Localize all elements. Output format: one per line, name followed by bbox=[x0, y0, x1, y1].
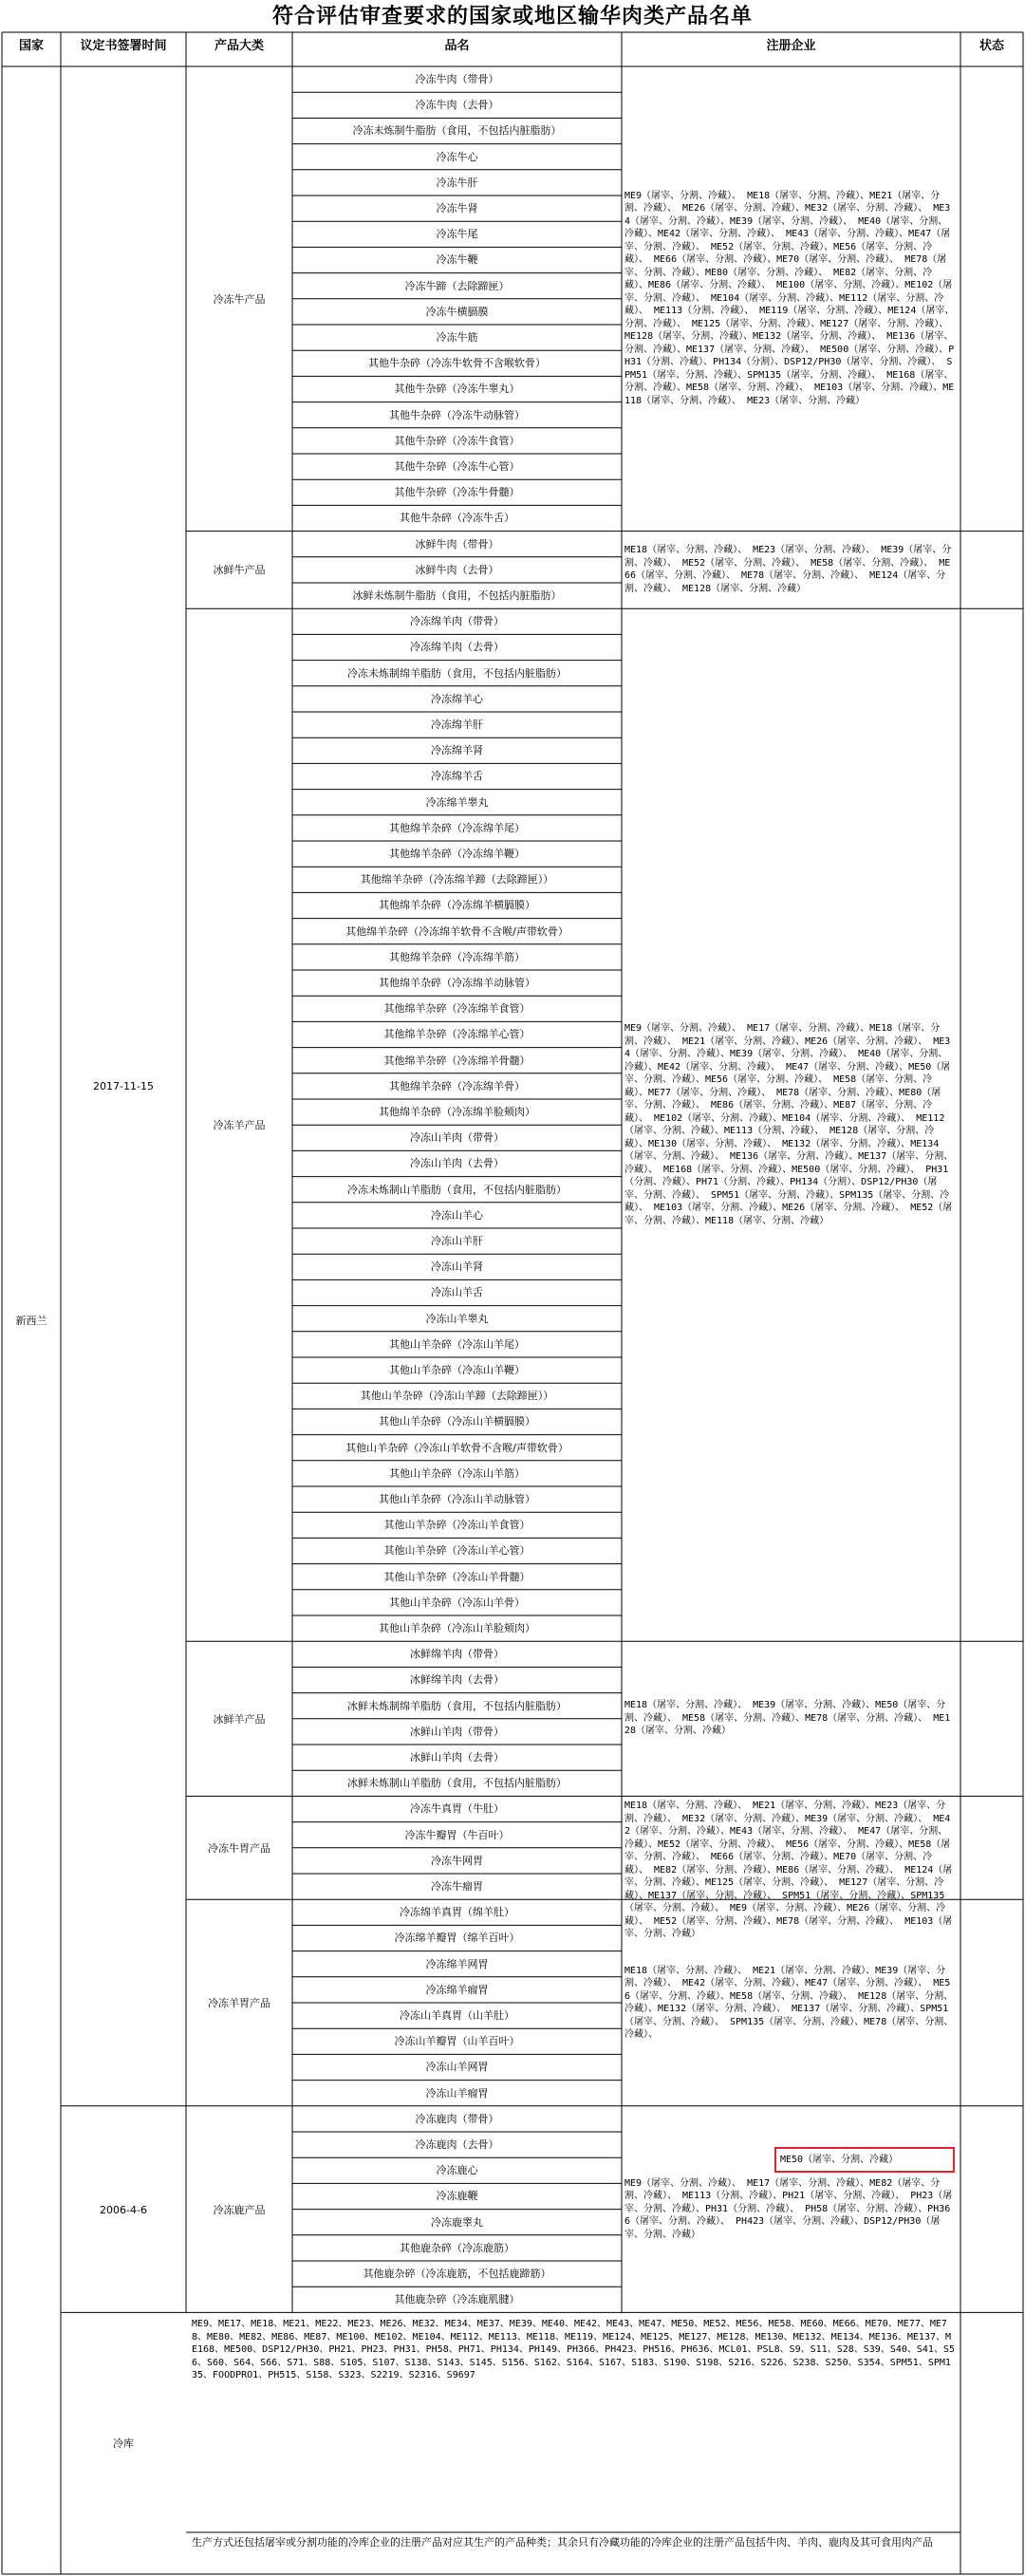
document-title: 符合评估审查要求的国家或地区输华肉类产品名单 bbox=[271, 4, 753, 28]
product-name-beef_frozen: 冷冻牛横膈膜 bbox=[425, 305, 489, 318]
product-name-sheep_frozen: 其他山羊杂碎（冷冻山羊蹄（去除蹄匣）） bbox=[360, 1390, 554, 1403]
product-name-sheep_frozen: 其他绵羊杂碎（冷冻绵羊筋） bbox=[389, 950, 525, 963]
product-name-beef_frozen: 其他牛杂碎（冷冻牛软骨不含喉软骨） bbox=[368, 357, 546, 370]
product-name-sheep_frozen: 其他绵羊杂碎（冷冻绵羊横膈膜） bbox=[379, 899, 535, 912]
product-name-sheep_frozen: 冷冻绵羊舌 bbox=[431, 770, 483, 783]
enterprise-list-beef_stomach: ME18（屠宰、分割、冷藏）、 ME21（屠宰、分割、冷藏）、ME23（屠宰、分割、冷藏）、 ME32（屠宰、分割、冷藏）、ME39（屠宰、分割、冷藏）、 ME42（屠宰、分割、冷藏）、ME43（屠宰、分割、冷藏）、 ME47（屠宰、分割、冷藏）、ME52（屠宰、分割、冷藏）、 ME56（屠宰、分割、冷藏）、ME58（屠宰、分割、冷藏）、 ME66（屠宰、分割、冷藏）、ME70（屠宰、分割、冷藏）、 ME82（屠宰、分割、冷藏）、ME86（屠宰、分割、冷藏）、 ME124（屠宰、分割、冷藏）、ME125（屠宰、分割、冷藏）、 ME127（屠宰、分割、冷藏）、ME137（屠宰、分割、冷藏）、 SPM51（屠宰、分割、冷藏）、SPM135（屠宰、分割、冷藏）、 ME9（屠宰、分割、冷藏）、ME26（屠宰、分割、冷藏）、 ME52（屠宰、分割、冷藏）、ME78（屠宰、分割、冷藏）、 ME103（屠宰、分割、冷藏） bbox=[624, 1801, 953, 1940]
product-name-sheep_chilled: 冰鲜山羊肉（带骨） bbox=[410, 1725, 504, 1738]
enterprise-list-sheep_chilled: ME18（屠宰、分割、冷藏）、 ME39（屠宰、分割、冷藏）、ME50（屠宰、分割、冷藏）、 ME58（屠宰、分割、冷藏）、ME78（屠宰、分割、冷藏）、 ME128（屠宰、分割、冷藏） bbox=[624, 1700, 951, 1737]
product-name-sheep_chilled: 冰鲜山羊肉（去骨） bbox=[410, 1751, 504, 1764]
enterprise-list-sheep_stomach: ME18（屠宰、分割、冷藏）、 ME21（屠宰、分割、冷藏）、ME39（屠宰、分割、冷藏）、 ME42（屠宰、分割、冷藏）、ME47（屠宰、分割、冷藏）、 ME56（屠宰、分割、冷藏）、ME58（屠宰、分割、冷藏）、 ME128（屠宰、分割、冷藏）、ME132（屠宰、分割、冷藏）、 ME137（屠宰、分割、冷藏）、SPM51（屠宰、分割、冷藏）、 SPM135（屠宰、分割、冷藏）、ME78（屠宰、分割、冷藏）、 bbox=[624, 1965, 954, 2040]
category-sheep_frozen: 冷冻羊产品 bbox=[213, 1119, 266, 1132]
product-name-beef_frozen: 冷冻牛筋 bbox=[436, 331, 478, 344]
product-name-beef_chilled: 冰鲜牛肉（去骨） bbox=[415, 563, 499, 576]
product-name-sheep_frozen: 其他山羊杂碎（冷冻山羊心管） bbox=[383, 1544, 531, 1558]
product-name-beef_frozen: 冷冻牛蹄（去除蹄匣） bbox=[404, 279, 510, 292]
product-name-sheep_frozen: 冷冻未炼制绵羊脂肪（食用，不包括内脏脂肪） bbox=[347, 666, 567, 680]
header-enterprise: 注册企业 bbox=[766, 39, 816, 53]
product-name-beef_frozen: 其他牛杂碎（冷冻牛食管） bbox=[394, 434, 520, 447]
category-beef_chilled: 冰鲜牛产品 bbox=[213, 564, 266, 577]
product-name-beef_frozen: 其他牛杂碎（冷冻牛动脉管） bbox=[389, 408, 525, 421]
category-sheep_chilled: 冰鲜羊产品 bbox=[213, 1712, 266, 1726]
product-name-deer: 冷冻鹿肉（去骨） bbox=[415, 2138, 499, 2151]
product-name-beef_frozen: 冷冻牛肝 bbox=[436, 176, 478, 189]
country-name: 新西兰 bbox=[15, 1315, 47, 1327]
product-name-beef_frozen: 其他牛杂碎（冷冻牛骨髓） bbox=[394, 486, 520, 499]
product-name-beef_frozen: 冷冻未炼制牛脂肪（食用，不包括内脏脂肪） bbox=[352, 124, 562, 138]
product-name-beef_frozen: 其他牛杂碎（冷冻牛睾丸） bbox=[394, 383, 520, 396]
header-status: 状态 bbox=[978, 39, 1005, 53]
product-name-sheep_frozen: 其他绵羊杂碎（冷冻绵羊尾） bbox=[389, 821, 525, 834]
enterprise-list-deer: ME9（屠宰、分割、冷藏）、 ME17（屠宰、分割、冷藏）、ME82（屠宰、分割、冷藏）、 ME113（分割、冷藏）、PH21（屠宰、分割、冷藏）、 PH23（屠宰、分割、冷藏）、PH31（分割、冷藏）、 PH58（屠宰、分割、冷藏）、PH366（屠宰、分割、冷藏）、 PH423（屠宰、分割、冷藏）、DSP12/PH30（屠宰、分割、冷藏） bbox=[624, 2177, 953, 2240]
category-beef_frozen: 冷冻牛产品 bbox=[213, 292, 266, 306]
product-name-sheep_frozen: 其他山羊杂碎（冷冻山羊筋） bbox=[389, 1466, 525, 1480]
product-name-deer: 冷冻鹿心 bbox=[436, 2164, 478, 2177]
product-name-beef_frozen: 其他牛杂碎（冷冻牛舌） bbox=[400, 512, 514, 525]
enterprise-list-beef_chilled: ME18（屠宰、分割、冷藏）、 ME23（屠宰、分割、冷藏）、 ME39（屠宰、分割、冷藏）、 ME52（屠宰、分割、冷藏）、 ME58（屠宰、分割、冷藏）、 ME66（屠宰、分割、冷藏）、 ME78（屠宰、分割、冷藏）、 ME124（屠宰、分割、冷藏）、 ME128（屠宰、分割、冷藏） bbox=[624, 545, 952, 594]
enterprise-list-sheep_frozen: ME9（屠宰、分割、冷藏）、 ME17（屠宰、分割、冷藏）、ME18（屠宰、分割、冷藏）、 ME21（屠宰、分割、冷藏）、ME26（屠宰、分割、冷藏）、 ME34（屠宰、分割、冷藏）、ME39（屠宰、分割、冷藏）、 ME40（屠宰、分割、冷藏）、ME42（屠宰、分割、冷藏）、 ME47（屠宰、分割、冷藏）、ME50（屠宰、分割、冷藏）、ME56（屠宰、分割、冷藏）、 ME58（屠宰、分割、冷藏）、ME77（屠宰、分割、冷藏）、 ME78（屠宰、分割、冷藏）、ME80（屠宰、分割、冷藏）、 ME86（屠宰、分割、冷藏）、ME87（屠宰、分割、冷藏）、 ME102（屠宰、分割、冷藏）、ME104（屠宰、分割、冷藏）、 ME112（屠宰、分割、冷藏）、ME113（分割、冷藏）、 ME128（屠宰、分割、冷藏）、ME130（屠宰、分割、冷藏）、 ME132（屠宰、分割、冷藏）、ME134（屠宰、分割、冷藏）、 ME136（屠宰、分割、冷藏）、ME137（屠宰、分割、冷藏）、 ME168（屠宰、分割、冷藏）、ME500（屠宰、分割、冷藏）、 PH31（分割、冷藏）、PH71（分割、冷藏）、PH134（分割）、DSP12/PH30（屠宰、分割、冷藏）、 SPM51（屠宰、分割、冷藏）、SPM135（屠宰、分割、冷藏）、 ME103（屠宰、分割、冷藏）、ME26（屠宰、分割、冷藏）、 ME52（屠宰、分割、冷藏）、ME118（屠宰、分割、冷藏） bbox=[624, 1023, 954, 1226]
highlighted-enterprise: ME50（屠宰、分割、冷藏） bbox=[780, 2155, 899, 2165]
product-name-sheep_frozen: 冷冻山羊肉（去骨） bbox=[410, 1157, 504, 1170]
product-name-deer: 其他鹿杂碎（冷冻鹿筋） bbox=[400, 2241, 514, 2254]
enterprise-list-beef_frozen: ME9（屠宰、分割、冷藏）、 ME18（屠宰、分割、冷藏）、ME21（屠宰、分割、冷藏）、 ME26（屠宰、分割、冷藏）、ME32（屠宰、分割、冷藏）、 ME34（屠宰、分割、冷藏）、ME39（屠宰、分割、冷藏）、 ME40（屠宰、分割、冷藏）、ME42（屠宰、分割、冷藏）、 ME43（屠宰、分割、冷藏）、ME47（屠宰、分割、冷藏）、 ME52（屠宰、分割、冷藏）、ME56（屠宰、分割、冷藏）、 ME66（屠宰、分割、冷藏）、ME70（屠宰、分割、冷藏）、 ME78（屠宰、分割、冷藏）、ME80（屠宰、分割、冷藏）、 ME82（屠宰、分割、冷藏）、ME86（屠宰、分割、冷藏）、 ME100（屠宰、分割、冷藏）、ME102（屠宰、分割、冷藏）、 ME104（屠宰、分割、冷藏）、ME112（屠宰、分割、冷藏）、 ME113（分割、冷藏）、 ME119（屠宰、分割、冷藏）、ME124（屠宰、分割、冷藏）、 ME125（屠宰、分割、冷藏）、ME127（屠宰、分割、冷藏）、 ME128（屠宰、分割、冷藏）、ME132（屠宰、分割、冷藏）、 ME136（屠宰、分割、冷藏）、ME137（屠宰、分割、冷藏）、 ME500（屠宰、分割、冷藏）、PH31（分割、冷藏）、PH134（分割）、DSP12/PH30（屠宰、分割、冷藏）、 SPM51（屠宰、分割、冷藏）、SPM135（屠宰、分割、冷藏）、 ME168（屠宰、分割、冷藏）、ME58（屠宰、分割、冷藏）、 ME103（屠宰、分割、冷藏）、ME118（屠宰、分割、冷藏）、 ME23（屠宰、分割、冷藏） bbox=[624, 190, 955, 406]
product-name-sheep_frozen: 冷冻山羊睾丸 bbox=[425, 1312, 489, 1325]
product-name-sheep_chilled: 冰鲜绵羊肉（带骨） bbox=[410, 1648, 504, 1661]
cold-storage-list: ME9、ME17、ME18、ME21、ME22、ME23、ME26、ME32、ME34、ME37、ME39、ME40、ME42、ME43、ME47、ME50、ME52、ME56、ME58、ME60、ME66、ME70、ME77、ME78、ME80、ME82、ME86、ME87、ME100、ME102、ME104、ME112、ME113、ME118、ME119、ME124、ME125、ME127、ME128、ME130、ME132、ME134、ME136、ME137、ME168、ME500、DSP12/PH30、PH21、PH23、PH31、PH58、PH71、PH134、PH149、PH366、PH423、PH516、PH636、MCL01、PSL8、S9、S11、S28、S39、S40、S41、S56、S60、S64、S66、S71、S88、S105、S107、S138、S143、S145、S156、S162、S164、S167、S183、S190、S198、S216、S226、S238、S250、S354、SPM51、SPM135、FOODPRO1、PH515、S158、S323、S2219、S2316、S9697 bbox=[192, 2319, 955, 2381]
product-name-beef_frozen: 其他牛杂碎（冷冻牛心管） bbox=[394, 460, 520, 473]
product-name-sheep_stomach: 冷冻山羊真胃（山羊肚） bbox=[400, 2009, 514, 2022]
product-name-sheep_frozen: 其他山羊杂碎（冷冻山羊骨髓） bbox=[383, 1570, 531, 1583]
product-name-sheep_frozen: 冷冻绵羊肾 bbox=[431, 744, 483, 757]
product-name-sheep_frozen: 冷冻绵羊肉（去骨） bbox=[410, 641, 504, 654]
product-name-deer: 冷冻鹿睾丸 bbox=[431, 2215, 483, 2229]
product-name-sheep_stomach: 冷冻绵羊瓣胃（绵羊百叶） bbox=[394, 1932, 520, 1945]
header-category: 产品大类 bbox=[214, 39, 265, 53]
product-name-sheep_stomach: 冷冻绵羊网胃 bbox=[425, 1957, 489, 1970]
product-name-sheep_frozen: 冷冻山羊肉（带骨） bbox=[410, 1131, 504, 1145]
product-name-beef_stomach: 冷冻牛瘤胃 bbox=[431, 1880, 483, 1893]
product-name-sheep_frozen: 冷冻绵羊睾丸 bbox=[425, 795, 489, 809]
product-name-sheep_frozen: 其他绵羊杂碎（冷冻绵羊骨髓） bbox=[383, 1054, 531, 1067]
product-name-sheep_frozen: 其他绵羊杂碎（冷冻绵羊动脉管） bbox=[379, 977, 535, 989]
product-name-sheep_stomach: 冷冻山羊瘤胃 bbox=[425, 2086, 489, 2100]
product-name-deer: 其他鹿杂碎（冷冻鹿肌腱） bbox=[394, 2293, 520, 2306]
product-name-sheep_frozen: 冷冻山羊舌 bbox=[431, 1286, 483, 1299]
protocol-date-2017: 2017-11-15 bbox=[93, 1080, 154, 1093]
product-name-sheep_frozen: 冷冻绵羊心 bbox=[431, 692, 483, 705]
product-name-beef_frozen: 冷冻牛鞭 bbox=[436, 253, 478, 267]
product-name-sheep_frozen: 其他绵羊杂碎（冷冻绵羊食管） bbox=[383, 1002, 531, 1016]
product-name-sheep_frozen: 其他山羊杂碎（冷冻山羊横膈膜） bbox=[379, 1415, 535, 1428]
product-name-sheep_chilled: 冰鲜未炼制绵羊脂肪（食用，不包括内脏脂肪） bbox=[347, 1699, 567, 1712]
product-name-sheep_frozen: 冷冻未炼制山羊脂肪（食用，不包括内脏脂肪） bbox=[347, 1183, 567, 1196]
product-name-sheep_chilled: 冰鲜绵羊肉（去骨） bbox=[410, 1673, 504, 1687]
product-name-sheep_frozen: 其他绵羊杂碎（冷冻绵羊鞭） bbox=[389, 848, 525, 860]
product-name-sheep_frozen: 冷冻山羊心 bbox=[431, 1208, 483, 1222]
product-name-sheep_frozen: 其他绵羊杂碎（冷冻绵羊脸颊肉） bbox=[379, 1106, 535, 1118]
product-name-sheep_frozen: 其他绵羊杂碎（冷冻绵羊软骨不含喉/声带软骨） bbox=[345, 924, 568, 938]
highlight-box bbox=[774, 2147, 955, 2173]
product-name-sheep_frozen: 其他山羊杂碎（冷冻山羊软骨不含喉/声带软骨） bbox=[345, 1441, 568, 1454]
category-sheep_stomach: 冷冻羊胃产品 bbox=[208, 1997, 270, 2009]
product-name-sheep_frozen: 其他山羊杂碎（冷冻山羊骨） bbox=[389, 1596, 525, 1609]
category-beef_stomach: 冷冻牛胃产品 bbox=[208, 1841, 270, 1855]
product-name-sheep_frozen: 其他绵羊杂碎（冷冻绵羊蹄（去除蹄匣）） bbox=[360, 873, 554, 887]
product-name-beef_frozen: 冷冻牛心 bbox=[436, 150, 478, 163]
header-name: 品名 bbox=[444, 39, 470, 53]
product-name-sheep_frozen: 其他山羊杂碎（冷冻山羊鞭） bbox=[389, 1364, 525, 1376]
product-name-beef_chilled: 冰鲜未炼制牛脂肪（食用，不包括内脏脂肪） bbox=[352, 589, 562, 602]
category-cold-storage: 冷库 bbox=[113, 2437, 134, 2451]
product-name-sheep_frozen: 冷冻绵羊肝 bbox=[431, 719, 483, 731]
product-name-sheep_stomach: 冷冻绵羊瘤胃 bbox=[425, 1983, 489, 1996]
product-name-deer: 其他鹿杂碎（冷冻鹿筋，不包括鹿蹄筋） bbox=[363, 2268, 551, 2280]
product-name-sheep_frozen: 冷冻山羊肝 bbox=[431, 1235, 483, 1247]
product-name-sheep_frozen: 其他绵羊杂碎（冷冻绵羊骨） bbox=[389, 1079, 525, 1092]
product-name-beef_frozen: 冷冻牛肾 bbox=[436, 202, 478, 215]
product-name-sheep_frozen: 其他绵羊杂碎（冷冻绵羊心管） bbox=[383, 1028, 531, 1041]
header-country: 国家 bbox=[18, 39, 45, 53]
product-name-beef_frozen: 冷冻牛肉（带骨） bbox=[415, 73, 499, 85]
product-name-beef_frozen: 冷冻牛肉（去骨） bbox=[415, 99, 499, 112]
product-name-sheep_frozen: 其他山羊杂碎（冷冻山羊动脉管） bbox=[379, 1493, 535, 1505]
product-name-sheep_frozen: 冷冻山羊肾 bbox=[431, 1260, 483, 1274]
product-name-beef_stomach: 冷冻牛网胃 bbox=[431, 1854, 483, 1867]
product-name-sheep_stomach: 冷冻山羊网胃 bbox=[425, 2061, 489, 2074]
product-name-sheep_stomach: 冷冻山羊瓣胃（山羊百叶） bbox=[394, 2035, 520, 2048]
product-name-beef_chilled: 冰鲜牛肉（带骨） bbox=[415, 537, 499, 551]
product-name-beef_stomach: 冷冻牛真胃（牛肚） bbox=[410, 1802, 504, 1816]
product-name-sheep_chilled: 冰鲜未炼制山羊脂肪（食用，不包括内脏脂肪） bbox=[347, 1777, 567, 1790]
product-name-beef_stomach: 冷冻牛瓣胃（牛百叶） bbox=[404, 1828, 510, 1841]
product-name-sheep_frozen: 冷冻绵羊肉（带骨） bbox=[410, 615, 504, 628]
product-name-sheep_stomach: 冷冻绵羊真胃（绵羊肚） bbox=[400, 1906, 514, 1919]
product-name-deer: 冷冻鹿肉（带骨） bbox=[415, 2112, 499, 2125]
category-deer: 冷冻鹿产品 bbox=[213, 2203, 266, 2216]
product-name-deer: 冷冻鹿鞭 bbox=[436, 2190, 478, 2203]
product-name-sheep_frozen: 其他山羊杂碎（冷冻山羊食管） bbox=[383, 1519, 531, 1532]
cold-storage-note: 生产方式还包括屠宰或分割功能的冷库企业的注册产品对应其生产的产品种类；其余只有冷藏功能的冷库企业的注册产品包括牛肉、羊肉、鹿肉及其可食用肉产品 bbox=[192, 2536, 933, 2548]
protocol-date-2006: 2006-4-6 bbox=[100, 2203, 147, 2216]
product-name-sheep_frozen: 其他山羊杂碎（冷冻山羊尾） bbox=[389, 1337, 525, 1351]
product-name-beef_frozen: 冷冻牛尾 bbox=[436, 228, 478, 241]
header-date: 议定书签署时间 bbox=[80, 39, 167, 53]
product-name-sheep_frozen: 其他山羊杂碎（冷冻山羊脸颊肉） bbox=[379, 1622, 535, 1634]
